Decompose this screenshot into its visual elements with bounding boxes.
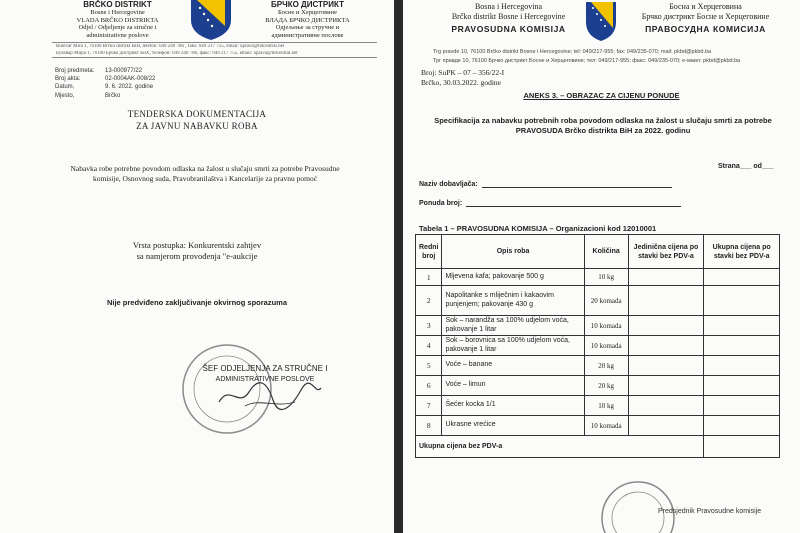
item-quantity: 10 komada <box>584 416 628 436</box>
contact-line: Булевар Мира 1, 76100 Брчко дистрикт БиХ, телефон: 049 240 786, факс: 049 217 755, email: uprava@bdcentral.net <box>56 51 298 56</box>
price-form-page <box>403 0 800 533</box>
meta-value: 9. 6. 2022. godine <box>105 84 154 91</box>
header-line: Босна и Херцеговина <box>669 2 742 11</box>
table-row <box>416 286 780 316</box>
total-price-cell[interactable] <box>704 269 780 286</box>
meta-value: Brčko <box>105 92 121 99</box>
table-row <box>416 416 780 436</box>
unit-price-cell[interactable] <box>628 376 704 396</box>
item-description: Voće – limun <box>442 376 584 396</box>
price-table <box>415 234 780 458</box>
bidder-name-field <box>419 180 672 188</box>
column-header: Jedinična cijena po stavki bez PDV-a <box>628 235 704 269</box>
fill-in-line[interactable] <box>482 180 672 188</box>
meta-key: Datum, <box>55 84 75 91</box>
field-label: Naziv dobavljača: <box>419 181 478 188</box>
header-line: Bosna i Hercegovina <box>474 2 543 11</box>
letterhead-line: административне послове <box>271 31 344 39</box>
total-row <box>416 436 780 458</box>
item-description: Napolitanke s mliječnim i kakaovim punjenjem; pakovanje 430 g <box>442 286 584 316</box>
procedure-line: Vrsta postupka: Konkurentski zahtjev <box>132 240 262 250</box>
procurement-description: Nabavka robe potrebne povodom odlaska na žalost u slučaju smrti za potrebe Pravosudne komisije, Osnovnog suda, Pravobranilaštva i Kancelarije za pravnu pomoć <box>70 164 340 183</box>
letterhead-line: administrativne poslove <box>86 31 149 39</box>
unit-price-cell[interactable] <box>628 396 704 416</box>
document-meta <box>55 67 155 100</box>
row-number: 8 <box>416 416 442 436</box>
fill-in-line[interactable] <box>466 199 681 207</box>
total-value-cell[interactable] <box>704 436 780 458</box>
coat-of-arms-icon <box>183 0 239 40</box>
president-signature-label: Predsjednik Pravosudne komisije <box>658 508 762 515</box>
tender-document-page <box>0 0 394 533</box>
commission-stamp-icon <box>598 478 678 533</box>
letterhead-line: VLADA BRČKO DISTRIKTA <box>76 16 159 24</box>
procedure-type <box>0 240 394 262</box>
spec-line: PRAVOSUDA Brčko distrikta BiH za 2022. godinu <box>515 126 691 135</box>
table-header-row <box>416 235 780 269</box>
signatory-title: ŠEF ODJELJENJA ZA STRUČNE I <box>202 364 328 373</box>
letterhead-line: БРЧКО ДИСТРИКТ <box>270 0 344 9</box>
total-price-cell[interactable] <box>704 356 780 376</box>
total-price-cell[interactable] <box>704 316 780 336</box>
header-latin <box>421 2 596 34</box>
item-description: Sok – borovnica sa 100% udjelom voća, pakovanje 1 litar <box>442 336 584 356</box>
unit-price-cell[interactable] <box>628 316 704 336</box>
letterhead-cyrillic <box>245 0 370 39</box>
contact-line: Трг правде 10, 76100 Брчко дистрикт Босне и Херцеговине; тел: 049/217-955; факс: 049/235-070; е-маил: pkbd@pkbd.ba <box>433 58 741 64</box>
letterhead-line: Одјељење за стручне и <box>275 24 340 31</box>
item-quantity: 10 komada <box>584 316 628 336</box>
table-row <box>416 336 780 356</box>
table-row <box>416 356 780 376</box>
item-description: Sok – narandža sa 100% udjelom voća, pakovanje 1 litar <box>442 316 584 336</box>
unit-price-cell[interactable] <box>628 336 704 356</box>
item-quantity: 20 komada <box>584 286 628 316</box>
letterhead-line: Odjel / Odjeljenje za stručne i <box>78 24 157 31</box>
framework-notice: Nije predviđeno zaključivanje okvirnog sporazuma <box>106 298 288 307</box>
contact-line: Trg pravde 10, 76100 Brčko distrikt Bosne i Hercegovine; tel: 049/217-955; fax: 049/235-070; mail: pkbd@pkbd.ba <box>433 49 712 55</box>
total-label: Ukupna cijena bez PDV-a <box>416 436 704 458</box>
specification-title <box>423 116 783 136</box>
header-cyrillic <box>618 2 793 34</box>
row-number: 5 <box>416 356 442 376</box>
annex-title: ANEKS 3. – OBRAZAC ZA CIJENU PONUDE <box>523 91 680 100</box>
item-quantity: 10 komada <box>584 336 628 356</box>
item-description: Voće – banane <box>442 356 584 376</box>
divider <box>52 57 377 58</box>
letterhead-latin <box>55 0 180 39</box>
title-line: TENDERSKA DOKUMENTACIJA <box>127 109 267 119</box>
page-counter: Strana___ od___ <box>718 163 774 170</box>
column-header: Količina <box>584 235 628 269</box>
letterhead-line: BRČKO DISTRIKT <box>83 0 152 9</box>
letterhead-line: Босне и Херцеговине <box>278 9 337 16</box>
meta-key: Mjesto, <box>55 92 75 99</box>
item-quantity: 10 kg <box>584 396 628 416</box>
meta-key: Broj akta: <box>55 76 81 83</box>
item-description: Mljevena kafa; pakovanje 500 g <box>442 269 584 286</box>
header-line: ПРАВОСУДНА КОМИСИЈА <box>645 24 766 34</box>
row-number: 7 <box>416 396 442 416</box>
unit-price-cell[interactable] <box>628 269 704 286</box>
procedure-line: sa namjerom provođenja "e-aukcije <box>136 251 258 261</box>
column-header: Ukupna cijena po stavki bez PDV-a <box>704 235 780 269</box>
title-line: ZA JAVNU NABAVKU ROBA <box>136 121 258 131</box>
total-price-cell[interactable] <box>704 396 780 416</box>
reference-date: Brčko, 30.03.2022. godine <box>421 78 501 87</box>
row-number: 4 <box>416 336 442 356</box>
table-row <box>416 269 780 286</box>
offer-number-field <box>419 199 681 207</box>
header-line: Brčko distrikt Bosne i Hercegovine <box>451 11 566 21</box>
letterhead-line: Bosne i Hercegovine <box>90 9 145 16</box>
reference-number: Broj: SuPK – 07 – 356/22-I <box>421 68 505 77</box>
column-header: Opis roba <box>442 235 584 269</box>
item-quantity: 20 kg <box>584 356 628 376</box>
meta-value: 13-000977/22 <box>105 68 143 74</box>
table-row <box>416 396 780 416</box>
meta-key: Broj predmeta: <box>55 68 95 74</box>
item-quantity: 10 kg <box>584 269 628 286</box>
unit-price-cell[interactable] <box>628 416 704 436</box>
total-price-cell[interactable] <box>704 336 780 356</box>
row-number: 6 <box>416 376 442 396</box>
row-number: 3 <box>416 316 442 336</box>
signatory-title: ADMINISTRATIVNE POSLOVE <box>215 376 315 383</box>
spec-line: Specifikacija za nabavku potrebnih roba povodom odlaska na žalost u slučaju smrti za potrebe <box>434 116 772 125</box>
row-number: 2 <box>416 286 442 316</box>
total-price-cell[interactable] <box>704 286 780 316</box>
total-price-cell[interactable] <box>704 376 780 396</box>
meta-value: 02-0004AK-008/22 <box>105 76 156 83</box>
unit-price-cell[interactable] <box>628 356 704 376</box>
total-price-cell[interactable] <box>704 416 780 436</box>
table-row <box>416 376 780 396</box>
header-line: PRAVOSUDNA KOMISIJA <box>451 24 566 34</box>
coat-of-arms-icon <box>583 0 619 42</box>
item-description: Ukrasne vrećice <box>442 416 584 436</box>
item-description: Šećer kocka 1/1 <box>442 396 584 416</box>
field-label: Ponuda broj: <box>419 200 463 207</box>
header-line: Брчко дистрикт Босне и Херцеговине <box>641 11 770 21</box>
handwritten-signature <box>215 378 325 412</box>
commission-header <box>403 0 800 45</box>
document-title <box>0 108 394 132</box>
letterhead-line: ВЛАДА БРЧКО ДИСТРИКТА <box>265 16 350 24</box>
item-quantity: 20 kg <box>584 376 628 396</box>
row-number: 1 <box>416 269 442 286</box>
contact-line: Bulevar Mira 1, 76100 Brčko distrikt BiH, telefon: 049 240 786 , faks: 049 217 755, email: uprava@bdcentral.net <box>56 44 285 49</box>
table-title: Tabela 1 – PRAVOSUDNA KOMISIJA – Organizacioni kod 12010001 <box>419 224 657 233</box>
unit-price-cell[interactable] <box>628 286 704 316</box>
column-header: Redni broj <box>416 235 442 269</box>
divider <box>52 42 377 43</box>
table-row <box>416 316 780 336</box>
